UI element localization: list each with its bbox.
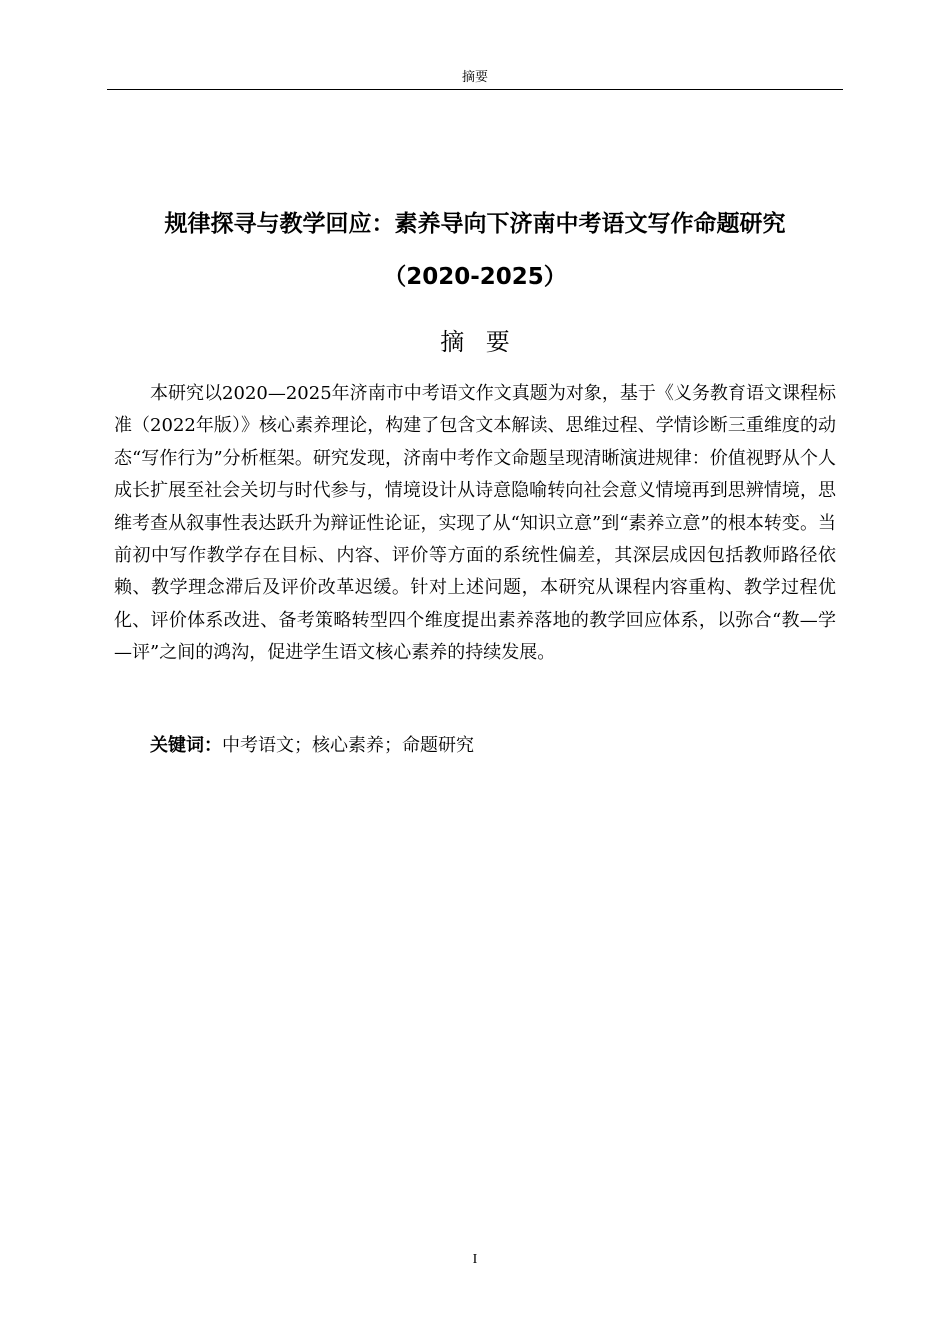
keywords-label: 关键词： [150,735,222,756]
paper-title: 规律探寻与教学回应：素养导向下济南中考语文写作命题研究 [164,211,786,237]
running-header-title: 摘要 [461,70,488,85]
running-header [107,68,843,90]
abstract-body: 本研究以2020—2025年济南市中考语文作文真题为对象，基于《义务教育语文课程标准（2022年版）》核心素养理论，构建了包含文本解读、思维过程、学情诊断三重维度的动态“写作行为”分析框架。研究发现，济南中考作文命题呈现清晰演进规律：价值视野从个人成长扩展至社会关切与时代参与，情境设计从诗意隐喻转向社会意义情境再到思辨情境，思维考查从叙事性表达跃升为辩证性论证，实现了从“知识立意”到“素养立意”的根本转变。当前初中写作教学存在目标、内容、评价等方面的系统性偏差，其深层成因包括教师路径依赖、教学理念滞后及评价改革迟缓。针对上述问题，本研究从课程内容重构、教学过程优化、评价体系改进、备考策略转型四个维度提出素养落地的教学回应体系，以弥合“教—学—评”之间的鸿沟，促进学生语文核心素养的持续发展。 [114,383,836,664]
keywords-list: 中考语文；核心素养；命题研究 [222,735,474,756]
page-number: I [472,1252,478,1267]
keywords [150,733,474,759]
abstract-heading: 摘要 [440,328,532,356]
paper-title-years: （2020-2025） [383,264,567,290]
